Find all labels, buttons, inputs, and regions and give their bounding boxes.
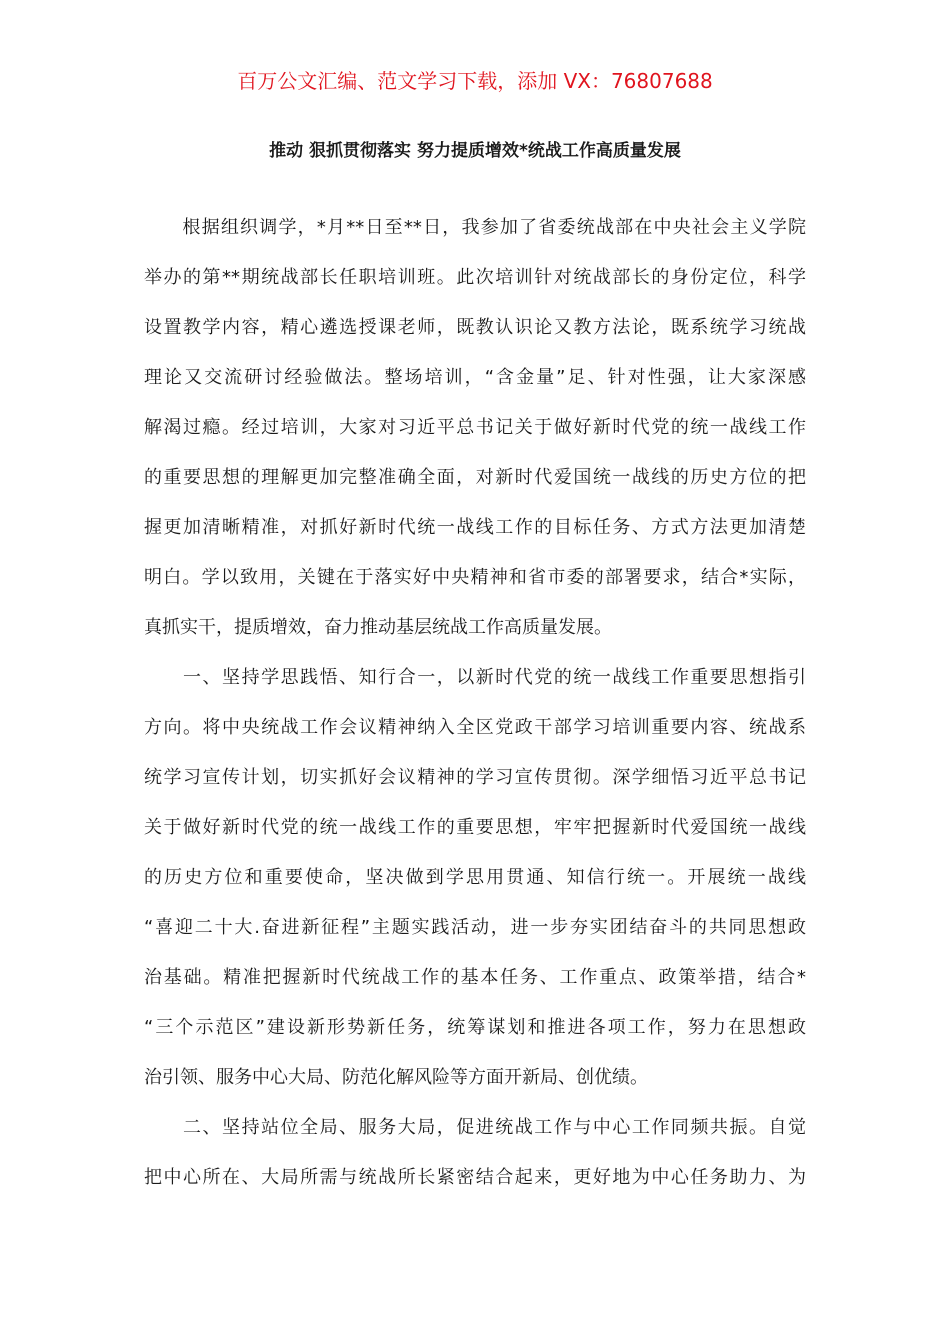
paragraph-section-one <box>144 660 806 1110</box>
text-line: 把中心所在、大局所需与统战所长紧密结合起来，更好地为中心任务助力、为 <box>144 1167 806 1188</box>
paragraph-intro <box>144 210 806 660</box>
text-line: 根据组织调学，*月**日至**日，我参加了省委统战部在中央社会主义学院 <box>144 217 806 238</box>
text-line: 统学习宣传计划，切实抓好会议精神的学习宣传贯彻。深学细悟习近平总书记 <box>144 767 806 788</box>
document-body <box>144 210 806 1210</box>
text-line: 治引领、服务中心大局、防范化解风险等方面开新局、创优绩。 <box>144 1067 648 1088</box>
text-line: 握更加清晰精准，对抓好新时代统一战线工作的目标任务、方式方法更加清楚 <box>144 517 806 538</box>
text-line: 真抓实干，提质增效，奋力推动基层统战工作高质量发展。 <box>144 617 612 638</box>
text-line: 一、坚持学思践悟、知行合一，以新时代党的统一战线工作重要思想指引 <box>144 667 806 688</box>
text-line: 设置教学内容，精心遴选授课老师，既教认识论又教方法论，既系统学习统战 <box>144 317 806 338</box>
text-line: 明白。学以致用，关键在于落实好中央精神和省市委的部署要求，结合*实际， <box>144 567 806 588</box>
text-line: 二、坚持站位全局、服务大局，促进统战工作与中心工作同频共振。自觉 <box>144 1117 806 1138</box>
text-line: 举办的第**期统战部长任职培训班。此次培训针对统战部长的身份定位，科学 <box>144 267 806 288</box>
text-line: 治基础。精准把握新时代统战工作的基本任务、工作重点、政策举措，结合* <box>144 967 806 988</box>
text-line: “喜迎二十大.奋进新征程”主题实践活动，进一步夯实团结奋斗的共同思想政 <box>144 917 806 938</box>
text-line: 解渴过瘾。经过培训，大家对习近平总书记关于做好新时代党的统一战线工作 <box>144 417 806 438</box>
paragraph-section-two <box>144 1110 806 1210</box>
document-title: 推动 狠抓贯彻落实 努力提质增效*统战工作高质量发展 <box>269 141 681 161</box>
text-line: 关于做好新时代党的统一战线工作的重要思想，牢牢把握新时代爱国统一战线 <box>144 817 806 838</box>
download-banner: 百万公文汇编、范文学习下载，添加 VX：76807688 <box>237 69 713 93</box>
text-line: 方向。将中央统战工作会议精神纳入全区党政干部学习培训重要内容、统战系 <box>144 717 806 738</box>
text-line: “三个示范区”建设新形势新任务，统筹谋划和推进各项工作，努力在思想政 <box>144 1017 806 1038</box>
text-line: 的历史方位和重要使命，坚决做到学思用贯通、知信行统一。开展统一战线 <box>144 867 806 888</box>
text-line: 的重要思想的理解更加完整准确全面，对新时代爱国统一战线的历史方位的把 <box>144 467 806 488</box>
text-line: 理论又交流研讨经验做法。整场培训，“含金量”足、针对性强，让大家深感 <box>144 367 806 388</box>
